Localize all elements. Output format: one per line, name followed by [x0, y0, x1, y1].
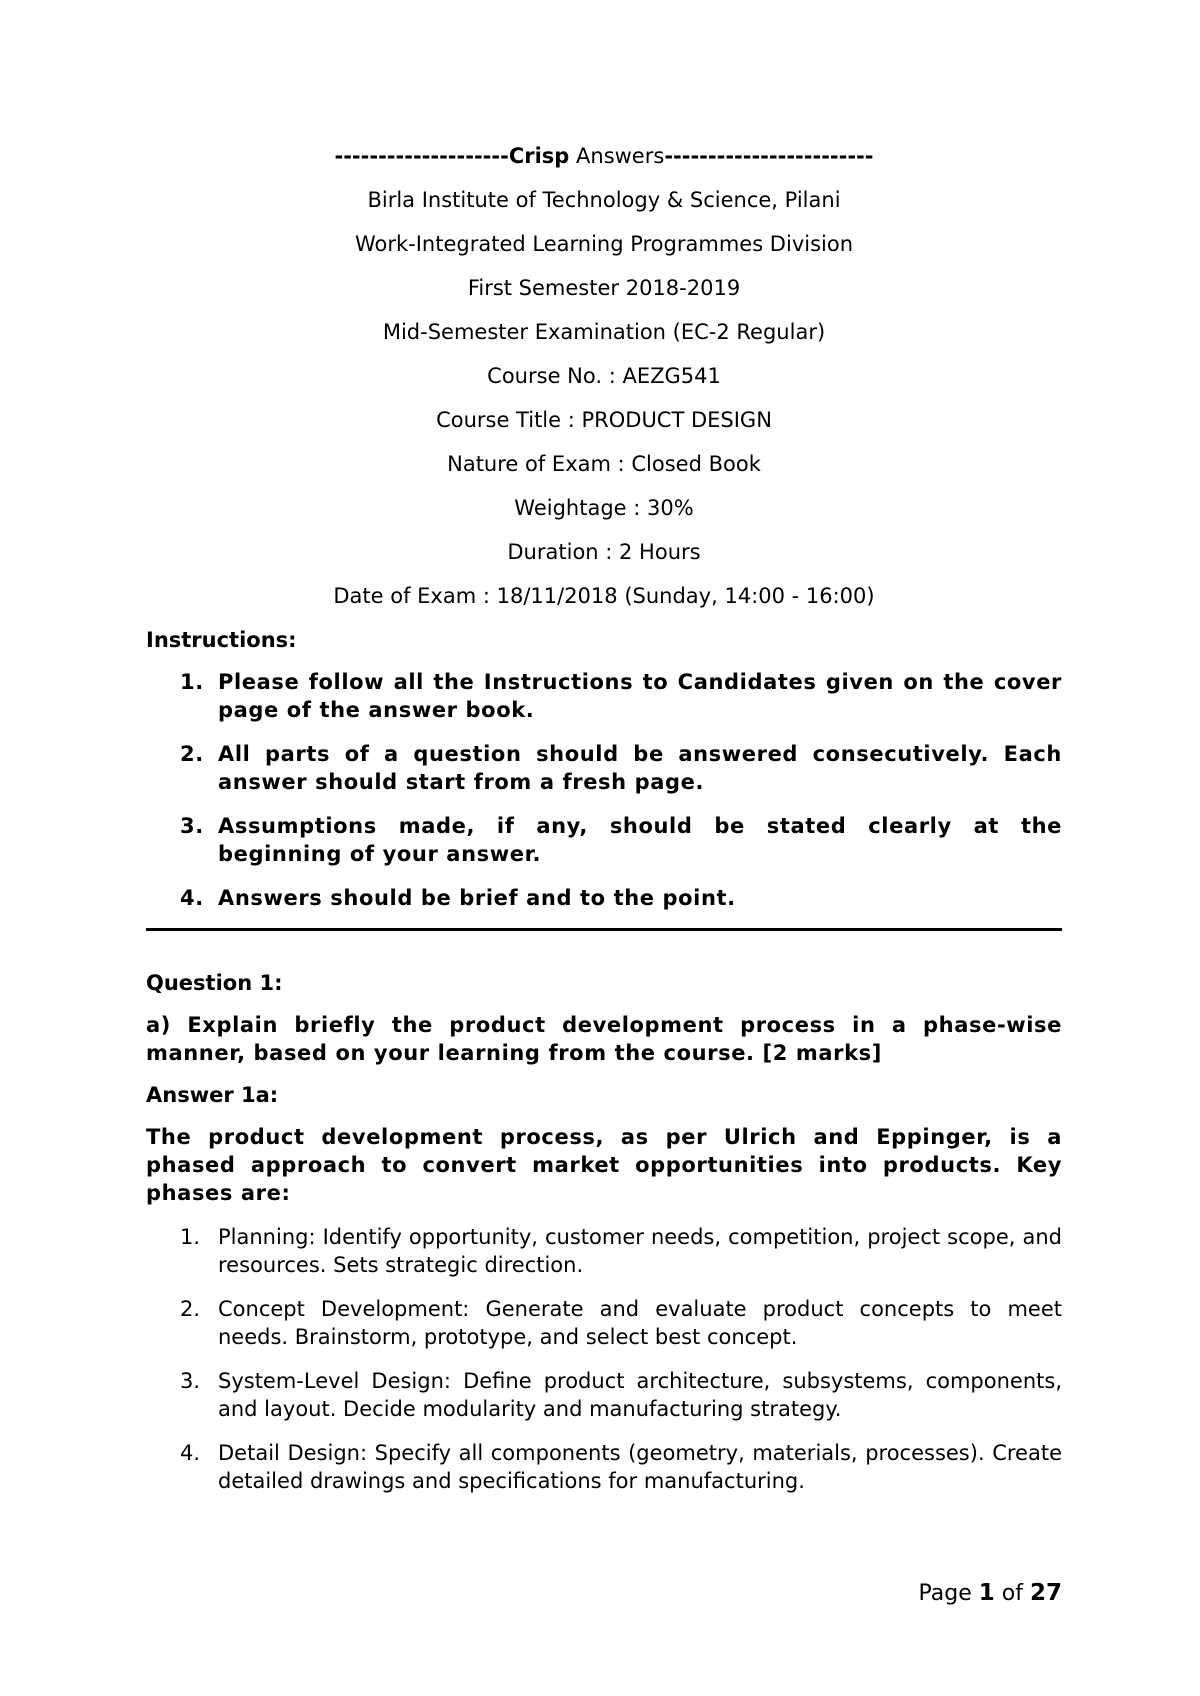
exam-type: Mid-Semester Examination (EC-2 Regular): [382, 320, 826, 344]
course-title: Course Title : PRODUCT DESIGN: [436, 408, 772, 432]
question-1a-text: a) Explain briefly the product development process in a phase-wise manner, based on your learning from the course. [2 marks]: [146, 1013, 1062, 1065]
phase-item: 2. Concept Development: Generate and evaluate product concepts to meet needs. Brainstorm, prototype, and select best concept.: [180, 1297, 1062, 1349]
banner-answers: Answers: [576, 144, 665, 168]
phase-item: 3. System-Level Design: Define product architecture, subsystems, components, and layout. Decide modularity and manufacturing strategy.: [180, 1369, 1062, 1421]
instructions-list: [146, 668, 1062, 912]
crisp-answers-banner: [146, 144, 1062, 168]
answer-1a-intro: The product development process, as per Ulrich and Eppinger, is a phased approach to convert market opportunities into products. Key phases are:: [146, 1125, 1062, 1205]
page-number: 1: [978, 1580, 995, 1606]
section-divider: [146, 928, 1062, 931]
banner-dashes-right: ------------------------: [664, 144, 874, 168]
semester: First Semester 2018-2019: [467, 276, 741, 300]
division-name: Work-Integrated Learning Programmes Division: [354, 232, 854, 256]
banner-dashes-left: --------------------: [334, 144, 509, 168]
page-footer: [146, 1580, 1062, 1606]
total-pages: 27: [1029, 1580, 1062, 1606]
instruction-item: 4. Answers should be brief and to the point.: [180, 886, 736, 910]
page-content: [146, 144, 1062, 1511]
phase-item: 4. Detail Design: Specify all components (geometry, materials, processes). Create detailed drawings and specifications for manufacturing.: [180, 1441, 1062, 1493]
instructions-heading: Instructions:: [146, 628, 297, 652]
exam-nature: Nature of Exam : Closed Book: [447, 452, 761, 476]
instruction-item: 1. Please follow all the Instructions to Candidates given on the cover page of the answer book.: [180, 670, 1062, 722]
weightage: Weightage : 30%: [514, 496, 694, 520]
instruction-item: 3. Assumptions made, if any, should be stated clearly at the beginning of your answer.: [180, 814, 1062, 866]
phase-item: 1. Planning: Identify opportunity, customer needs, competition, project scope, and resources. Sets strategic direction.: [180, 1225, 1062, 1277]
duration: Duration : 2 Hours: [507, 540, 701, 564]
institute-name: Birla Institute of Technology & Science, Pilani: [367, 188, 841, 212]
instruction-item: 2. All parts of a question should be answered consecutively. Each answer should start from a fresh page.: [180, 742, 1062, 794]
banner-crisp: Crisp: [508, 144, 570, 168]
phase-list: [146, 1223, 1062, 1495]
question-1-heading: Question 1:: [146, 971, 283, 995]
page-label: Page: [918, 1581, 972, 1606]
course-number: Course No. : AEZG541: [487, 364, 721, 388]
exam-date: Date of Exam : 18/11/2018 (Sunday, 14:00 - 16:00): [333, 584, 875, 608]
of-label: of: [1001, 1581, 1023, 1606]
answer-1a-heading: Answer 1a:: [146, 1083, 279, 1107]
